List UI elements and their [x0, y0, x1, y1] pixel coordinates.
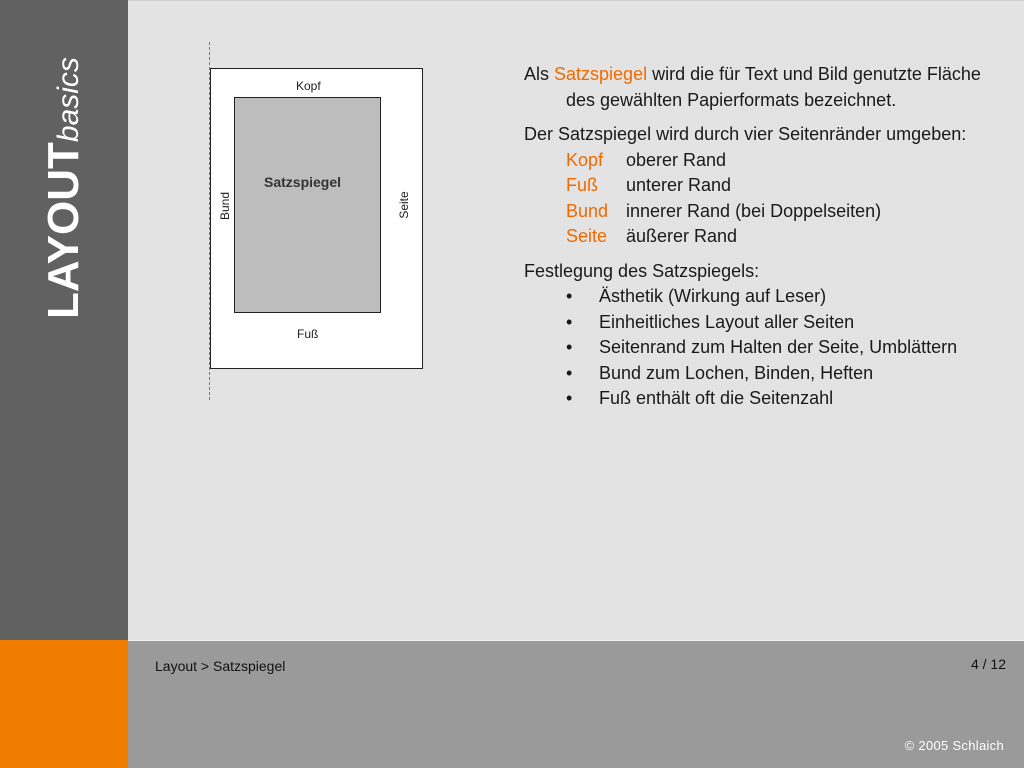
margin-desc: unterer Rand	[626, 175, 732, 195]
sidebar-title-light: basics	[52, 57, 85, 143]
margin-term: Bund	[566, 200, 609, 221]
margins-intro: Der Satzspiegel wird durch vier Seitenränder umgeben:	[524, 124, 967, 144]
label-fuss: Fuß	[297, 327, 319, 341]
sidebar-title	[39, 57, 89, 319]
margin-term: Seite	[566, 226, 608, 246]
definition-pre: Als	[524, 64, 555, 84]
margin-term: Kopf	[566, 149, 604, 170]
page-number: 4 / 12	[970, 656, 1006, 672]
margin-desc: äußerer Rand	[626, 226, 738, 246]
sidebar-title-strong: LAYOUT	[39, 142, 88, 319]
margin-desc: oberer Rand	[626, 149, 727, 170]
definition-paragraph	[524, 62, 994, 113]
list-item: • Einheitliches Layout aller Seiten	[566, 310, 994, 336]
margin-row	[524, 148, 994, 174]
sidebar	[0, 0, 128, 640]
label-seite: Seite	[397, 191, 411, 219]
margins-paragraph	[524, 122, 994, 250]
criteria-paragraph	[524, 259, 994, 412]
margin-row	[524, 224, 994, 250]
margin-row	[524, 199, 994, 225]
definition-post: wird die für Text und Bild genutzte Fläche des gewählten Papierformats bezeichnet.	[566, 64, 981, 110]
list-item: • Seitenrand zum Halten der Seite, Umblättern	[566, 335, 994, 361]
list-item: • Ästhetik (Wirkung auf Leser)	[566, 284, 994, 310]
list-item: • Fuß enthält oft die Seitenzahl	[566, 386, 994, 412]
criteria-list	[524, 284, 994, 412]
margin-desc: innerer Rand (bei Doppelseiten)	[626, 200, 882, 221]
accent-block	[0, 640, 128, 768]
margin-row	[524, 173, 994, 199]
type-area-box	[234, 97, 381, 313]
text-column	[524, 62, 994, 421]
definition-highlight: Satzspiegel	[554, 64, 648, 84]
margin-term: Fuß	[566, 175, 599, 195]
label-kopf: Kopf	[296, 79, 321, 93]
breadcrumb: Layout > Satzspiegel	[155, 658, 286, 674]
copyright: © 2005 Schlaich	[904, 738, 1004, 753]
criteria-intro: Festlegung des Satzspiegels:	[524, 260, 760, 281]
label-bund: Bund	[218, 191, 232, 221]
list-item: • Bund zum Lochen, Binden, Heften	[566, 361, 994, 387]
footer-divider	[128, 640, 1024, 641]
label-satzspiegel: Satzspiegel	[264, 174, 342, 190]
